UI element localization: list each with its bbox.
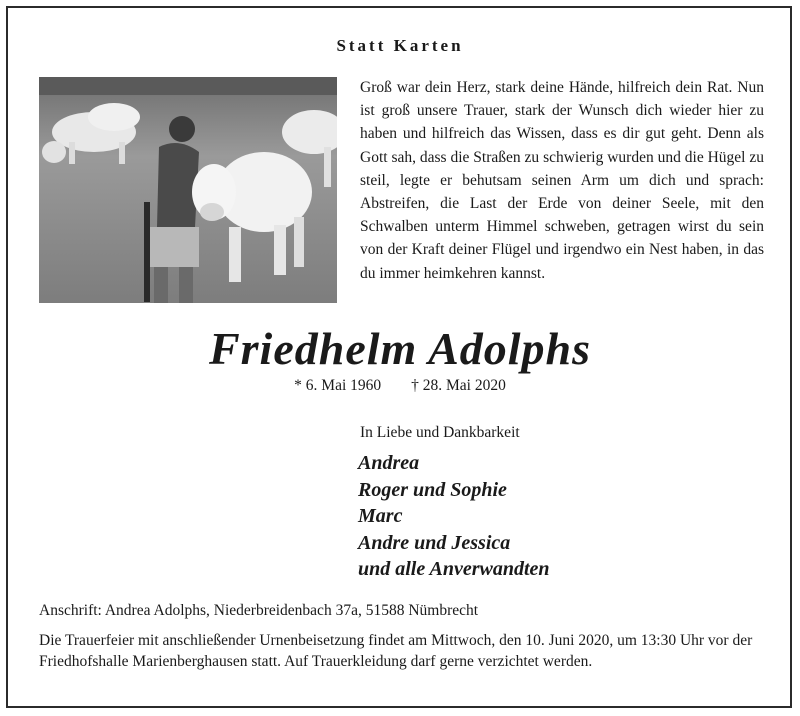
mourner-name: und alle Anverwandten <box>358 558 550 580</box>
death-date: † 28. Mai 2020 <box>411 377 506 394</box>
deceased-name: Friedhelm Adolphs <box>208 323 592 374</box>
address-line: Anschrift: Andrea Adolphs, Niederbreidenbach 37a, 51588 Nümbrecht <box>39 602 479 619</box>
mourning-intro: In Liebe und Dankbarkeit <box>360 424 520 441</box>
mourner-name: Roger und Sophie <box>358 478 507 501</box>
birth-date: * 6. Mai 1960 <box>294 377 382 394</box>
ceremony-info: Die Trauerfeier mit anschließender Urnenbeisetzung findet am Mittwoch, den 10. Juni 2020, um 13:30 Uhr vor der Friedhofshalle Marienberghausen statt. Auf Trauerkleidung darf gerne verzichtet werden. <box>39 632 753 671</box>
mourners-list <box>358 450 550 583</box>
mourner-name: Andrea <box>358 452 420 474</box>
mourner-name: Andre und Jessica <box>358 531 511 554</box>
header-title: Statt Karten <box>336 36 464 55</box>
life-dates <box>0 377 800 395</box>
mourner-name: Marc <box>358 505 403 527</box>
poem-text: Groß war dein Herz, stark deine Hände, hilfreich dein Rat. Nun ist groß unsere Trauer, stark der Wunsch dich wieder hier zu haben und hilfreich das Wissen, dass es dir gut geht. Denn als Gott sah, dass die Straßen zu schwierig wurden und die Hügel zu steil, legte er behutsam seinen Arm um dich und sprach: Abstreifen, die Last der Erde von deiner Seele, mit den Schwalben unterm Himmel schweben, getragen wirst du sein von der Kraft deiner Flügel und irgendwo ein Nest haben, in das du immer heimkehren kannst. <box>360 79 764 282</box>
memorial-photo <box>39 77 337 303</box>
